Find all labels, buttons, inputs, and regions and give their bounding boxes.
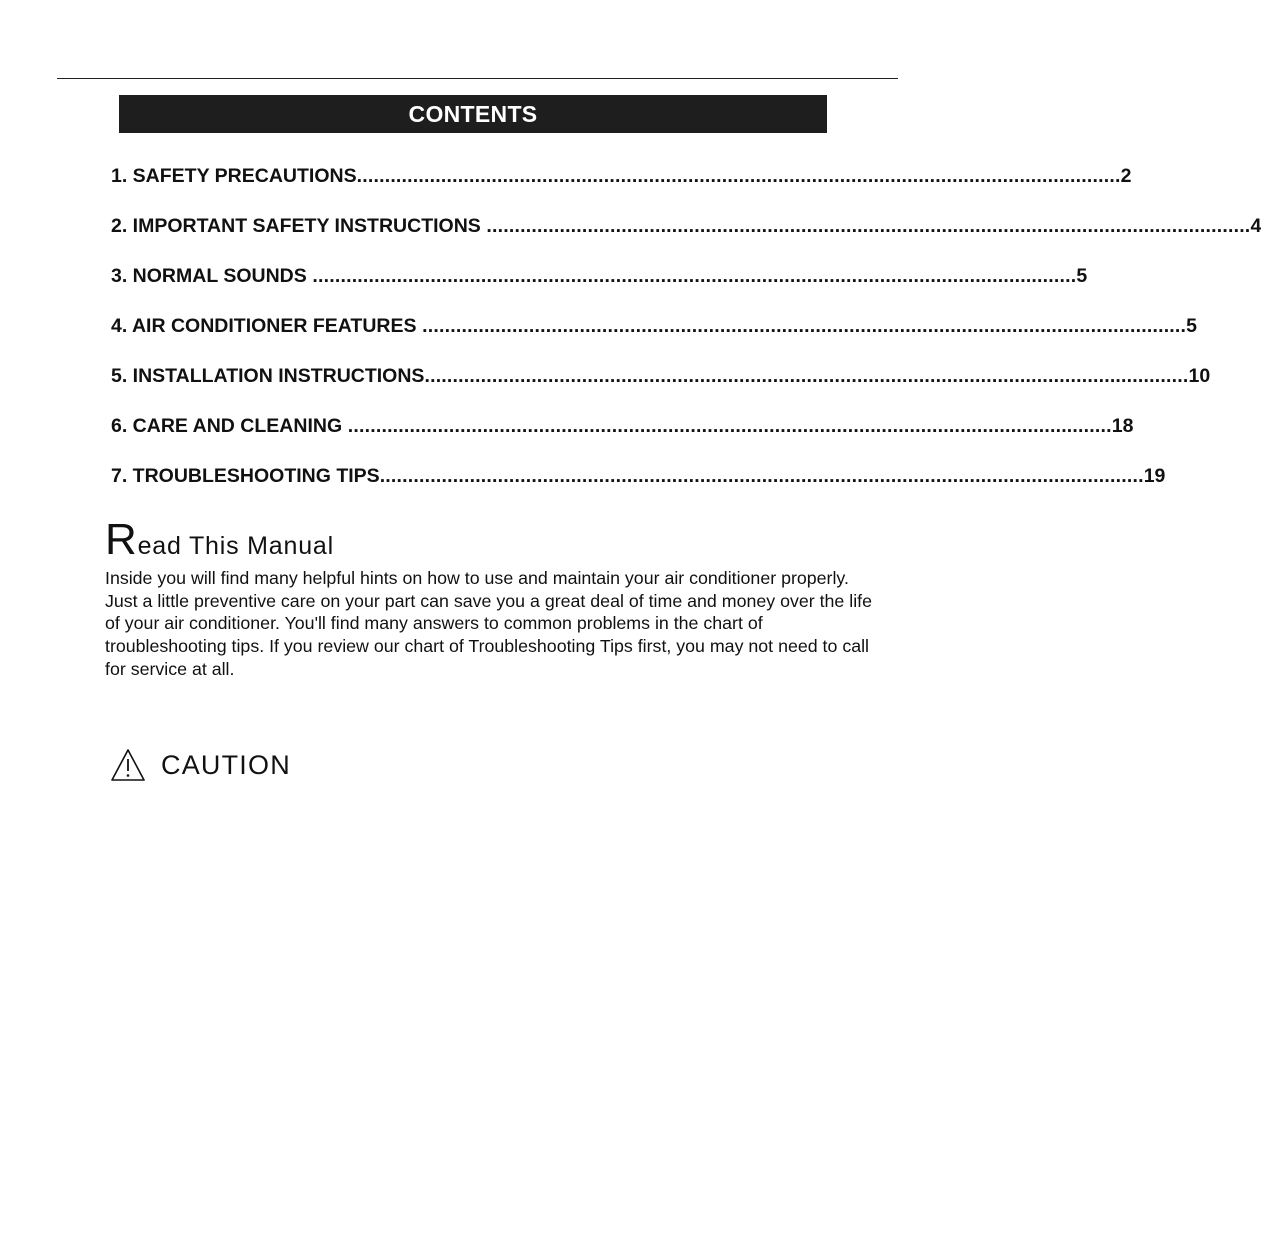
toc-item-page: 19: [1143, 464, 1166, 487]
toc-item-installation-instructions[interactable]: [111, 363, 1211, 389]
heading-initial: R: [105, 515, 138, 564]
toc-item-important-safety-instructions[interactable]: [111, 213, 1261, 239]
toc-leader-dots: ........................................................................................................................................: [356, 164, 1121, 187]
toc-item-care-and-cleaning[interactable]: [111, 413, 1134, 439]
top-divider: [57, 78, 898, 79]
toc-item-title: 3. NORMAL SOUNDS: [111, 264, 307, 287]
toc-leader-dots: ........................................................................................................................................: [379, 464, 1144, 487]
read-manual-heading: [105, 515, 334, 564]
toc-leader-dots: ........................................................................................................................................: [416, 314, 1187, 337]
toc-leader-dots: ........................................................................................................................................: [306, 264, 1077, 287]
read-manual-body: Inside you will find many helpful hints on how to use and maintain your air conditioner properly. Just a little preventive care on your part can save you a great deal of time and money over the life of your air conditioner. You'll find many answers to common problems in the chart of troubleshooting tips. If you review our chart of Troubleshooting Tips first, you may not need to call for service at all.: [105, 568, 872, 679]
contents-title: CONTENTS: [408, 100, 538, 127]
warning-triangle-icon: [110, 748, 146, 782]
toc-item-page: 5: [1186, 314, 1198, 337]
toc-item-safety-precautions[interactable]: [111, 163, 1132, 189]
caution-label: CAUTION: [161, 749, 291, 780]
toc-item-normal-sounds[interactable]: [111, 263, 1088, 289]
toc-item-troubleshooting-tips[interactable]: [111, 463, 1166, 489]
toc-item-title: 7. TROUBLESHOOTING TIPS: [111, 464, 380, 487]
toc-item-page: 10: [1188, 364, 1211, 387]
toc-item-title: 4. AIR CONDITIONER FEATURES: [111, 314, 417, 337]
toc-item-page: 2: [1120, 164, 1132, 187]
toc-leader-dots: ........................................................................................................................................: [480, 214, 1251, 237]
toc-item-page: 4: [1250, 214, 1261, 237]
toc-leader-dots: ........................................................................................................................................: [424, 364, 1189, 387]
contents-banner: [119, 95, 827, 133]
toc-leader-dots: ........................................................................................................................................: [342, 414, 1112, 437]
toc-item-title: 1. SAFETY PRECAUTIONS: [111, 164, 357, 187]
toc-item-air-conditioner-features[interactable]: [111, 313, 1198, 339]
toc-item-title: 5. INSTALLATION INSTRUCTIONS: [111, 364, 425, 387]
toc-item-title: 6. CARE AND CLEANING: [111, 414, 343, 437]
heading-rest: ead This Manual: [137, 532, 334, 560]
caution-heading: [110, 748, 291, 782]
toc-item-title: 2. IMPORTANT SAFETY INSTRUCTIONS: [111, 214, 481, 237]
toc-item-page: 18: [1111, 414, 1134, 437]
toc-item-page: 5: [1076, 264, 1088, 287]
